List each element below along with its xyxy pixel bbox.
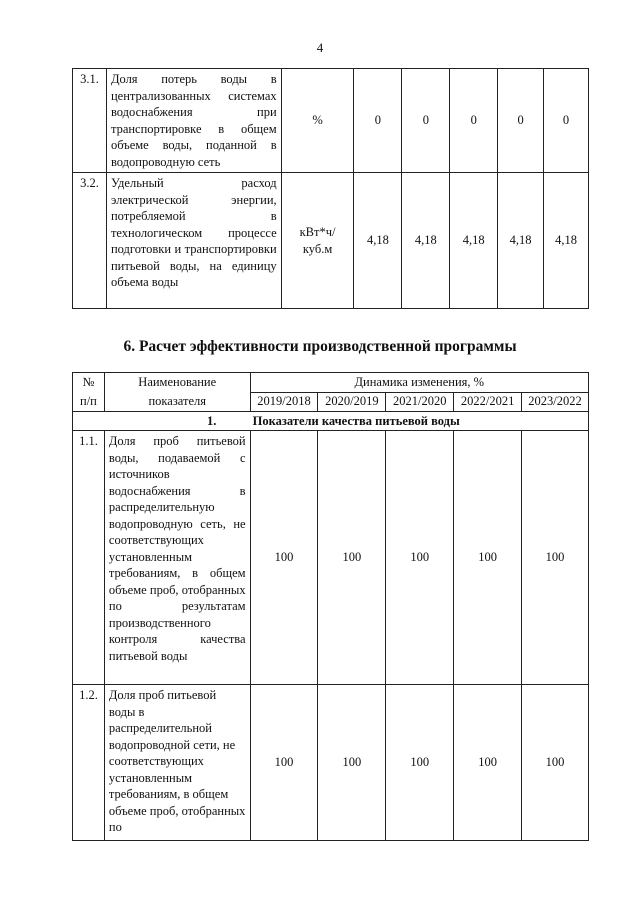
value-cell: 4,18 [498, 173, 544, 309]
unit-cell: % [281, 69, 354, 173]
value-cell: 0 [402, 69, 450, 173]
value-cell: 100 [454, 431, 522, 685]
unit-cell [281, 173, 354, 309]
header-row [73, 373, 589, 393]
value-cell: 100 [522, 431, 589, 685]
section-row [73, 411, 589, 431]
value-cell: 4,18 [450, 173, 498, 309]
value-cell: 100 [318, 431, 386, 685]
value-cell: 100 [454, 685, 522, 841]
value-cell: 0 [354, 69, 402, 173]
indicators-table-continued [72, 68, 589, 309]
value-cell: 4,18 [402, 173, 450, 309]
header-year: 2020/2019 [318, 392, 386, 411]
value-cell: 100 [386, 431, 454, 685]
indicator-name: Удельный расход электрической энергии, потребляемой в технологическом процессе подготовки и транспортировки питьевой воды, на единицу объема воды [106, 173, 281, 309]
unit-line: куб.м [302, 241, 333, 256]
section-number: 1. [207, 413, 217, 428]
section-name: Показатели качества питьевой воды [252, 413, 460, 428]
table-row [73, 69, 589, 173]
section-title: 6. Расчет эффективности производственной программы [123, 338, 517, 355]
header-year: 2023/2022 [522, 392, 589, 411]
value-cell: 100 [522, 685, 589, 841]
indicator-name: Доля потерь воды в централизованных системах водоснабжения при транспортировке в общем объеме воды, поданной в водопроводную сеть [106, 69, 281, 173]
efficiency-table [72, 372, 589, 841]
value-cell: 100 [386, 685, 454, 841]
value-cell: 100 [250, 431, 318, 685]
value-cell: 100 [250, 685, 318, 841]
row-number: 1.1. [73, 431, 105, 685]
page-number: 4 [316, 40, 324, 55]
value-cell: 0 [450, 69, 498, 173]
header-num-top: № [73, 373, 105, 393]
row-number: 3.1. [73, 69, 107, 173]
header-year: 2021/2020 [386, 392, 454, 411]
header-name-top: Наименование [104, 373, 250, 393]
table-row [73, 173, 589, 309]
unit-line: кВт*ч/ [299, 225, 336, 239]
header-row [73, 392, 589, 411]
header-name-bottom: показателя [104, 392, 250, 411]
header-year: 2019/2018 [250, 392, 318, 411]
row-number: 3.2. [73, 173, 107, 309]
table-row [73, 685, 589, 841]
header-year: 2022/2021 [454, 392, 522, 411]
section-row-cell [73, 411, 589, 431]
value-cell: 0 [544, 69, 589, 173]
header-dynamics: Динамика изменения, % [250, 373, 588, 393]
indicator-name: Доля проб питьевой воды, подаваемой с источников водоснабжения в распределительную водопроводную сеть, не соответствующих установленным требованиям, в общем объеме проб, отобранных по результатам производственного контроля качества питьевой воды [104, 431, 250, 685]
row-number: 1.2. [73, 685, 105, 841]
indicator-name: Доля проб питьевой воды в распределительной водопроводной сети, не соответствующих установленным требованиям, в общем объеме проб, отобранных по [104, 685, 250, 841]
header-num-bottom: п/п [73, 392, 105, 411]
value-cell: 100 [318, 685, 386, 841]
table-row [73, 431, 589, 685]
value-cell: 4,18 [544, 173, 589, 309]
value-cell: 0 [498, 69, 544, 173]
value-cell: 4,18 [354, 173, 402, 309]
